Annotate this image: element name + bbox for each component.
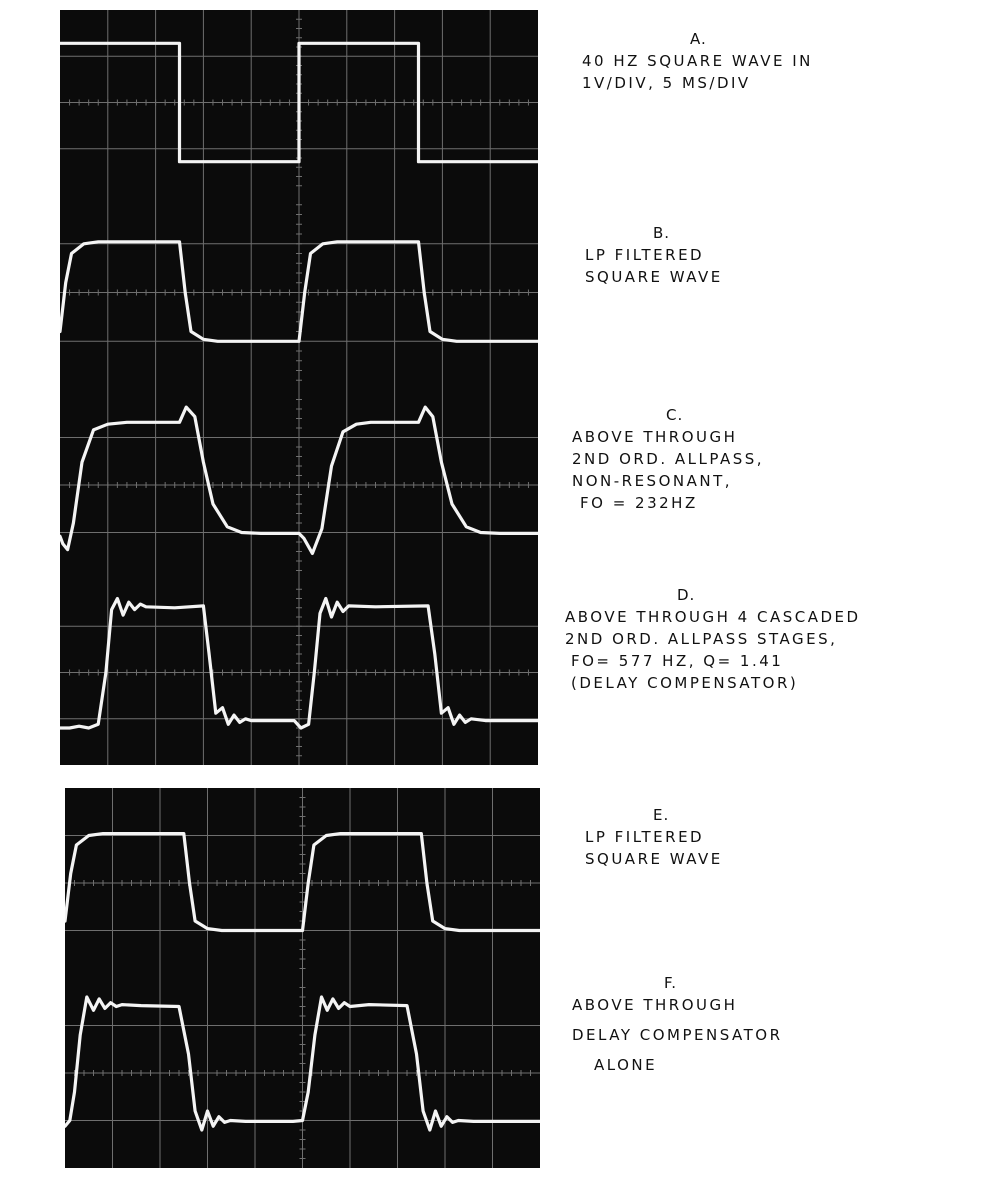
- oscilloscope-panel-f: [65, 978, 540, 1168]
- caption-line: LP FILTERED: [585, 246, 705, 264]
- caption-c: [572, 404, 764, 514]
- caption-f: [572, 972, 783, 1076]
- caption-d: [565, 584, 861, 694]
- caption-e: [585, 804, 723, 870]
- oscilloscope-panel-e: [65, 788, 540, 978]
- caption-title: A.: [690, 30, 707, 48]
- caption-line: ABOVE THROUGH: [572, 428, 738, 446]
- caption-line: SQUARE WAVE: [585, 268, 723, 286]
- oscilloscope-panel-b: [60, 195, 538, 390]
- caption-title: C.: [666, 406, 684, 424]
- oscilloscope-panel-d: [60, 580, 538, 765]
- caption-b: [585, 222, 723, 288]
- caption-line: 1V/DIV, 5 MS/DIV: [582, 74, 751, 92]
- caption-line: ALONE: [594, 1056, 658, 1074]
- caption-title: F.: [664, 974, 677, 992]
- oscilloscope-panel-c: [60, 390, 538, 580]
- caption-line: NON-RESONANT,: [572, 472, 733, 490]
- caption-line: 2ND ORD. ALLPASS,: [572, 450, 765, 468]
- caption-line: SQUARE WAVE: [585, 850, 723, 868]
- caption-a: [582, 28, 813, 94]
- caption-line: 2ND ORD. ALLPASS STAGES,: [565, 630, 838, 648]
- caption-line: (DELAY COMPENSATOR): [571, 674, 799, 692]
- caption-title: D.: [677, 586, 696, 604]
- caption-line: LP FILTERED: [585, 828, 705, 846]
- oscilloscope-panel-a: [60, 10, 538, 195]
- caption-line: FO= 577 HZ, Q= 1.41: [571, 652, 784, 670]
- caption-line: DELAY COMPENSATOR: [572, 1026, 783, 1044]
- caption-title: E.: [653, 806, 670, 824]
- caption-line: 40 HZ SQUARE WAVE IN: [582, 52, 813, 70]
- caption-title: B.: [653, 224, 671, 242]
- caption-line: ABOVE THROUGH 4 CASCADED: [565, 608, 861, 626]
- caption-line: ABOVE THROUGH: [572, 996, 738, 1014]
- caption-line: FO = 232HZ: [580, 494, 698, 512]
